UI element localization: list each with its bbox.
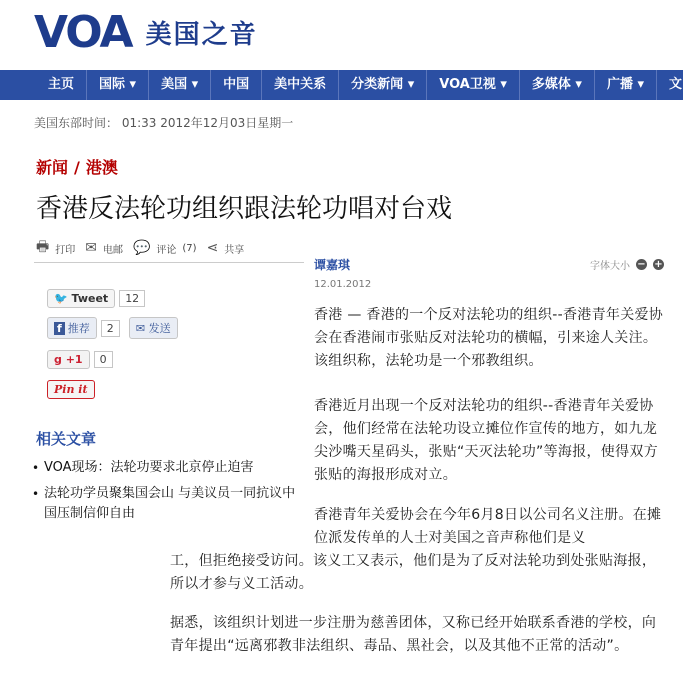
pin-it-button[interactable]: Pin it bbox=[47, 380, 95, 399]
gplus-row bbox=[47, 348, 113, 369]
font-decrease-icon[interactable]: − bbox=[637, 259, 646, 270]
font-size-control bbox=[590, 257, 664, 272]
nav-item-radio[interactable]: 广播 ▾ bbox=[594, 70, 656, 100]
twitter-bird-icon: 🐦 bbox=[54, 292, 68, 305]
comment-label: 评论 bbox=[156, 244, 177, 256]
breadcrumb-separator: / bbox=[74, 158, 80, 177]
speech-bubble-icon: 💬 bbox=[132, 240, 151, 256]
nav-item-us-china[interactable]: 美中关系 bbox=[261, 70, 338, 100]
nav-item-text[interactable]: 文 bbox=[656, 70, 683, 100]
tools-divider bbox=[34, 262, 304, 263]
nav-item-usa[interactable]: 美国 ▾ bbox=[148, 70, 210, 100]
facebook-row bbox=[47, 317, 178, 339]
nav-item-china[interactable]: 中国 bbox=[210, 70, 261, 100]
share-label: 共享 bbox=[224, 244, 245, 256]
related-article-link[interactable]: • VOA现场：法轮功要求北京停止迫害 bbox=[32, 458, 300, 478]
breadcrumb-news[interactable]: 新闻 bbox=[36, 158, 69, 177]
nav-item-categories[interactable]: 分类新闻 ▾ bbox=[338, 70, 426, 100]
facebook-recommend-button[interactable] bbox=[47, 317, 97, 339]
article-paragraph: 香港青年关爱协会在今年6月8日以公司名义注册。在摊位派发传单的人士对美国之音声称他们是义 bbox=[314, 507, 662, 546]
facebook-count: 2 bbox=[101, 320, 120, 337]
main-nav bbox=[0, 70, 683, 100]
font-increase-icon[interactable]: + bbox=[654, 259, 663, 270]
facebook-icon: f bbox=[54, 322, 65, 335]
tweet-count: 12 bbox=[119, 290, 145, 307]
publish-date: 12.01.2012 bbox=[314, 279, 372, 290]
print-tool[interactable] bbox=[36, 236, 75, 260]
tweet-row bbox=[47, 287, 145, 308]
tweet-button[interactable] bbox=[47, 289, 115, 308]
related-articles-list bbox=[32, 458, 300, 530]
comment-count: (7) bbox=[182, 242, 197, 254]
related-articles-heading: 相关文章 bbox=[36, 430, 97, 448]
share-icon: ⋖ bbox=[206, 240, 219, 256]
google-plus-button[interactable] bbox=[47, 350, 90, 369]
voa-logo-mark: VOA bbox=[34, 6, 132, 58]
email-label: 电邮 bbox=[102, 244, 123, 256]
envelope-icon: ✉ bbox=[85, 240, 97, 256]
email-tool[interactable] bbox=[85, 240, 123, 256]
google-plus-icon: g bbox=[54, 353, 62, 366]
google-plus-label: +1 bbox=[65, 353, 83, 366]
pinterest-row bbox=[47, 378, 95, 399]
voa-logo[interactable] bbox=[34, 8, 258, 56]
comment-tool[interactable] bbox=[133, 240, 197, 256]
printer-icon: 🖶 bbox=[36, 239, 50, 255]
print-label: 打印 bbox=[55, 244, 76, 256]
google-plus-count: 0 bbox=[94, 351, 113, 368]
font-size-label: 字体大小 bbox=[590, 261, 630, 272]
page-title: 香港反法轮功组织跟法轮功唱对台戏 bbox=[36, 194, 453, 224]
nav-item-voa-tv[interactable]: VOA卫视 ▾ bbox=[426, 70, 519, 100]
share-tool[interactable] bbox=[207, 240, 245, 256]
nav-item-multimedia[interactable]: 多媒体 ▾ bbox=[519, 70, 594, 100]
article-paragraph: 工，但拒绝接受访问。该义工又表示，他们是为了反对法轮功到处张贴海报，所以才参与义工活动。 bbox=[170, 553, 657, 592]
article-tools bbox=[36, 236, 254, 260]
nav-item-home[interactable]: 主页 bbox=[48, 77, 75, 92]
nav-item-world[interactable]: 国际 ▾ bbox=[86, 70, 148, 100]
send-label: 发送 bbox=[148, 322, 171, 335]
facebook-send-button[interactable] bbox=[129, 317, 178, 339]
facebook-recommend-label: 推荐 bbox=[67, 322, 90, 335]
tweet-label: Tweet bbox=[71, 292, 109, 305]
article-paragraph: 香港 — 香港的一个反对法轮功的组织--香港青年关爱协会在香港闹市张贴反对法轮功的横幅，引来途人关注。该组织称，法轮功是一个邪教组织。 bbox=[314, 307, 664, 369]
send-icon: ✉ bbox=[135, 322, 149, 335]
article-paragraph: 香港近月出现一个反对法轮功的组织--香港青年关爱协会，他们经常在法轮功设立摊位作宣传的地方，如九龙尖沙嘴天星码头，张贴“天灭法轮功”等海报，使得双方张贴的海报形成对立。 bbox=[314, 398, 659, 483]
related-article-link[interactable]: • 法轮功学员聚集国会山 与美议员一同抗议中国压制信仰自由 bbox=[32, 484, 300, 524]
author-name[interactable]: 谭嘉琪 bbox=[314, 258, 351, 272]
article-paragraph: 据悉，该组织计划进一步注册为慈善团体，又称已经开始联系香港的学校，向青年提出“远离邪教非法组织、毒品、黑社会，以及其他不正常的活动”。 bbox=[170, 615, 657, 654]
voa-logo-name: 美国之音 bbox=[145, 19, 258, 50]
breadcrumb bbox=[36, 155, 118, 178]
eastern-time: 美国东部时间： 01:33 2012年12月03日星期一 bbox=[34, 116, 294, 130]
breadcrumb-hk-macau[interactable]: 港澳 bbox=[85, 158, 118, 177]
